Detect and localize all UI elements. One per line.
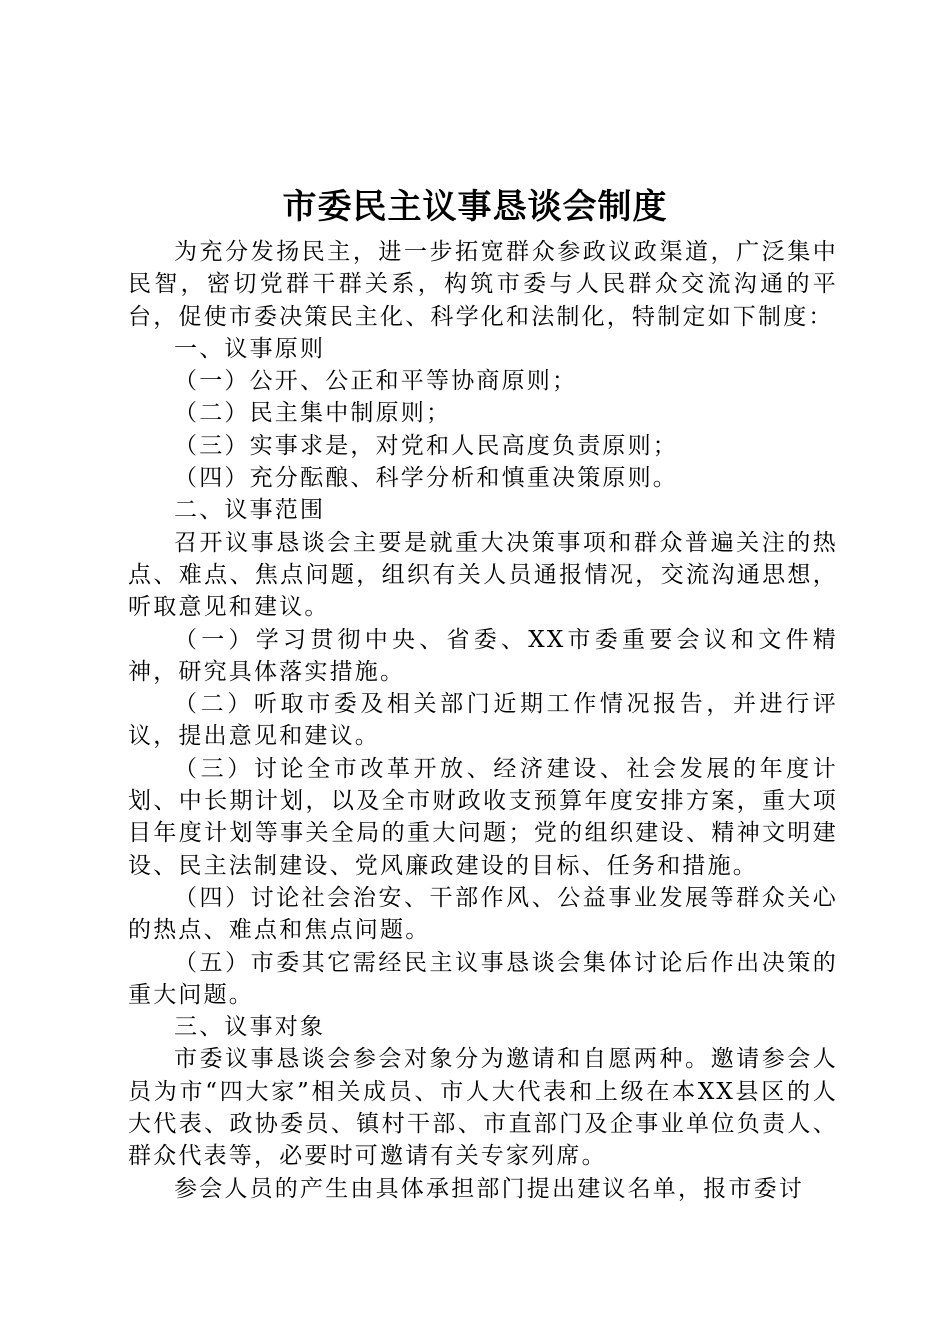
document-body: [128, 236, 838, 1205]
section-heading-participants: 三、议事对象: [174, 1014, 326, 1041]
scope-item-4: （四）讨论社会治安、干部作风、公益事业发展等群众关心的热点、难点和焦点问题。: [128, 884, 838, 944]
section-heading-principles: 一、议事原则: [174, 335, 326, 362]
scope-item-2: （二）听取市委及相关部门近期工作情况报告，并进行评议，提出意见和建议。: [128, 691, 838, 750]
principle-item-2: （二）民主集中制原则；: [174, 400, 452, 427]
document-title: 市委民主议事恳谈会制度: [282, 187, 668, 227]
scope-item-5: （五）市委其它需经民主议事恳谈会集体讨论后作出决策的重大问题。: [128, 949, 838, 1008]
principle-item-1: （一）公开、公正和平等协商原则；: [174, 368, 578, 395]
scope-item-3: （三）讨论全市改革开放、经济建设、社会发展的年度计划、中长期计划，以及全市财政收支预算年度安排方案，重大项目年度计划等事关全局的重大问题；党的组织建设、精神文明建设、民主法制建设、党风廉政建设的目标、任务和措施。: [128, 755, 838, 879]
participants-selection-paragraph: 参会人员的产生由具体承担部门提出建议名单，报市委讨: [174, 1175, 804, 1202]
principle-item-3: （三）实事求是，对党和人民高度负责原则；: [174, 432, 678, 459]
scope-intro-paragraph: 召开议事恳谈会主要是就重大决策事项和群众普遍关注的热点、难点、焦点问题，组织有关人员通报情况，交流沟通思想，听取意见和建议。: [128, 529, 838, 621]
participants-paragraph: 市委议事恳谈会参会对象分为邀请和自愿两种。邀请参会人员为市“四大家”相关成员、市人大代表和上级在本XX县区的人大代表、政协委员、镇村干部、市直部门及企事业单位负责人、群众代表等，必要时可邀请有关专家列席。: [128, 1046, 838, 1170]
scope-item-1: （一）学习贯彻中央、省委、XX市委重要会议和文件精神，研究具体落实措施。: [128, 626, 838, 685]
principle-item-4: （四）充分酝酿、科学分析和慎重决策原则。: [174, 465, 678, 492]
section-heading-scope: 二、议事范围: [174, 497, 326, 524]
intro-paragraph: 为充分发扬民主，进一步拓宽群众参政议政渠道，广泛集中民智，密切党群干群关系，构筑市委与人民群众交流沟通的平台，促使市委决策民主化、科学化和法制化，特制定如下制度：: [128, 239, 838, 330]
